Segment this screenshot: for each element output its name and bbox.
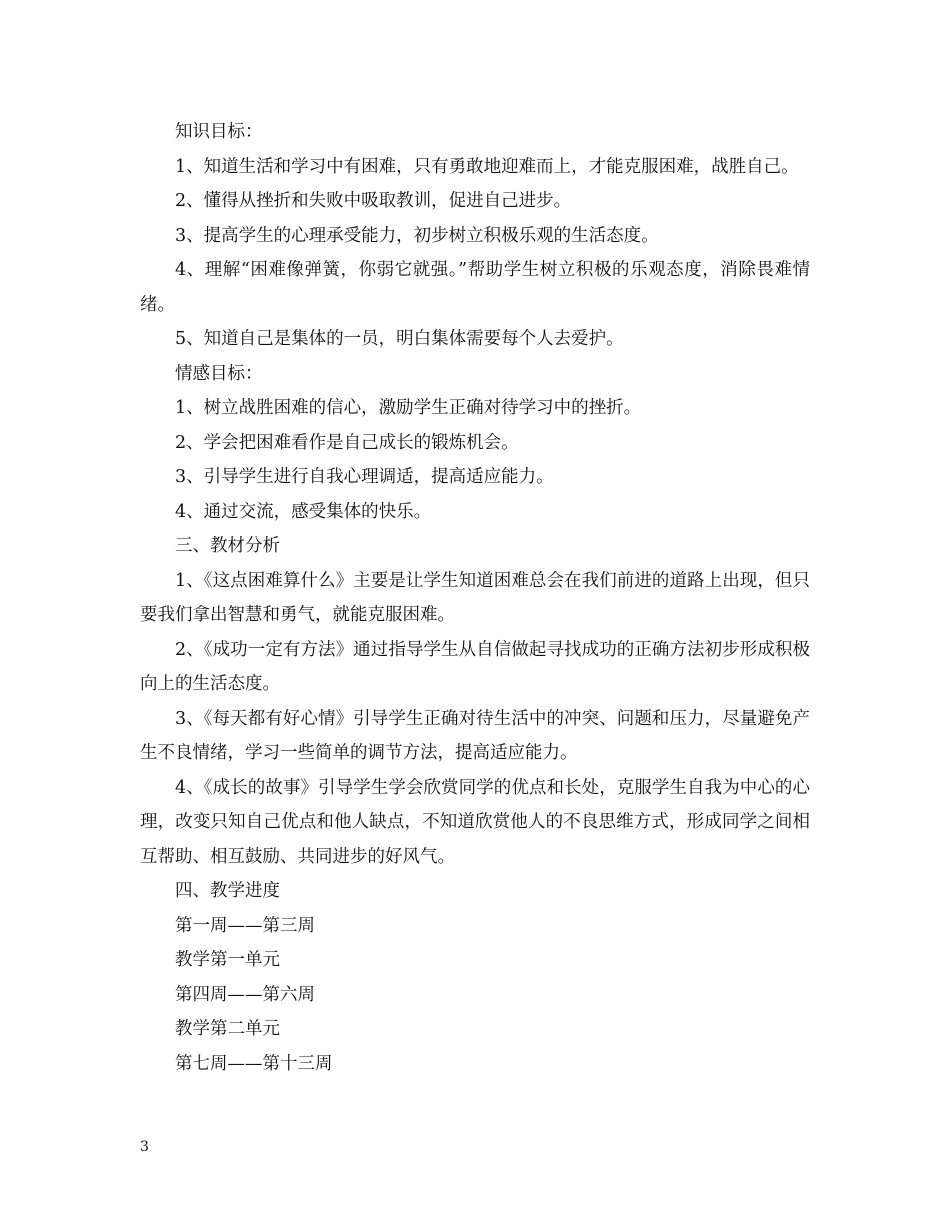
paragraph-emotion-goal-2: 2、学会把困难看作是自己成长的锻炼机会。	[175, 432, 519, 453]
schedule-weeks-4-6: 第四周——第六周	[175, 984, 315, 1005]
paragraph-analysis-2: 2、《成功一定有方法》通过指导学生从自信做起寻找成功的正确方法初步形成积极向上的生活态度。	[140, 639, 810, 694]
paragraph-knowledge-goal-2: 2、懂得从挫折和失败中吸取教训，促进自己进步。	[175, 191, 572, 211]
paragraph-knowledge-goal-3: 3、提高学生的心理承受能力，初步树立积极乐观的生活态度。	[175, 225, 659, 246]
section-heading-textbook-analysis: 三、教材分析	[175, 536, 280, 556]
page-number: 3	[140, 1139, 149, 1155]
paragraph-emotion-goal-4: 4、通过交流，感受集体的快乐。	[175, 501, 432, 522]
paragraph-analysis-1: 1、《这点困难算什么》主要是让学生知道困难总会在我们前进的道路上出现，但只要我们拿出智慧和勇气，就能克服困难。	[140, 570, 810, 625]
paragraph-emotion-goal-1: 1、树立战胜困难的信心，激励学生正确对待学习中的挫折。	[175, 398, 642, 418]
section-heading-teaching-schedule: 四、教学进度	[175, 881, 280, 901]
paragraph-knowledge-goal-4: 4、理解“困难像弹簧，你弱它就强。”帮助学生树立积极的乐观态度，消除畏难情绪。	[140, 260, 810, 315]
page-body	[140, 115, 810, 1081]
schedule-weeks-1-3: 第一周——第三周	[175, 915, 315, 936]
paragraph-knowledge-goal-1: 1、知道生活和学习中有困难，只有勇敢地迎难而上，才能克服困难，战胜自己。	[175, 156, 799, 177]
schedule-weeks-7-13: 第七周——第十三周	[175, 1053, 333, 1074]
schedule-unit-1: 教学第一单元	[175, 950, 280, 970]
paragraph-knowledge-goal-5: 5、知道自己是集体的一员，明白集体需要每个人去爱护。	[175, 329, 624, 349]
paragraph-analysis-3: 3、《每天都有好心情》引导学生正确对待生活中的冲突、问题和压力，尽量避免产生不良情绪，学习一些简单的调节方法，提高适应能力。	[140, 708, 810, 763]
paragraph-emotion-goals-heading: 情感目标：	[175, 363, 263, 384]
paragraph-emotion-goal-3: 3、引导学生进行自我心理调适，提高适应能力。	[175, 467, 554, 487]
paragraph-knowledge-goals-heading: 知识目标：	[175, 122, 263, 142]
paragraph-analysis-4: 4、《成长的故事》引导学生学会欣赏同学的优点和长处，克服学生自我为中心的心理，改变只知自己优点和他人缺点，不知道欣赏他人的不良思维方式，形成同学之间相互帮助、相互鼓励、共同进步的好风气。	[140, 777, 810, 867]
schedule-unit-2: 教学第二单元	[175, 1019, 280, 1039]
